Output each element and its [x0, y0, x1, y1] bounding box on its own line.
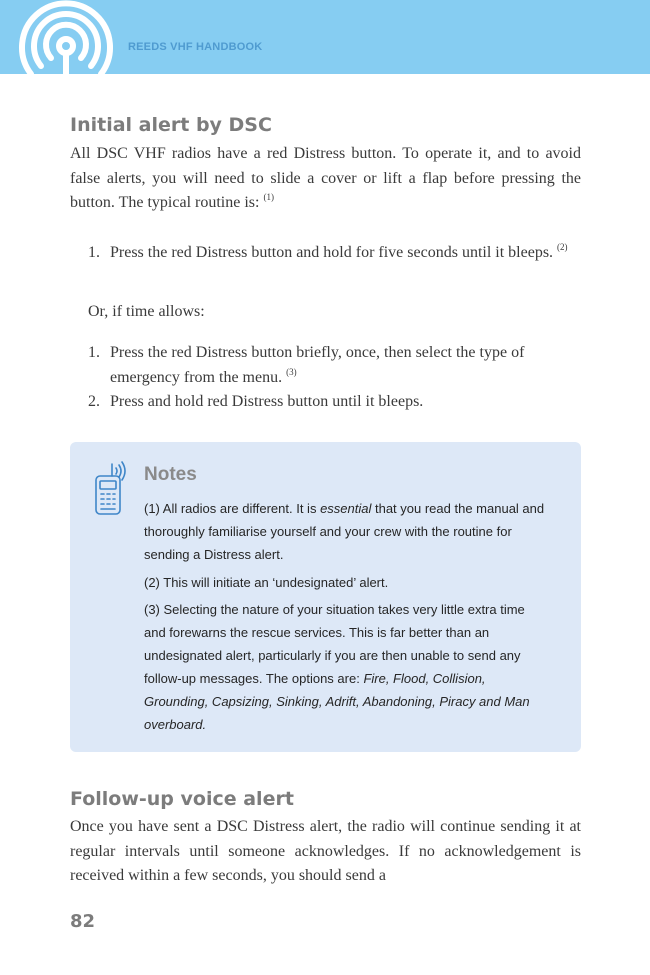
- page-number: 82: [70, 911, 96, 932]
- list-number: 2.: [88, 393, 100, 410]
- note-1: [144, 497, 548, 566]
- section-heading-follow-up: Follow-up voice alert: [70, 788, 294, 810]
- or-if-time-allows: Or, if time allows:: [88, 303, 205, 320]
- list-item: [88, 341, 568, 390]
- notes-title: Notes: [144, 464, 197, 485]
- steps-list-1: [88, 241, 568, 266]
- running-header-title: REEDS VHF HANDBOOK: [128, 41, 263, 53]
- note-3-text: (3) Selecting the nature of your situation takes very little extra time and forewarns the rescue services. This is far better than an undesignated alert, particularly if you are then unable to send any follow-up messages. The options are:: [144, 602, 525, 686]
- note-3-options: Fire, Flood, Collision, Grounding, Capsizing, Sinking, Adrift, Abandoning, Piracy and Man overboard.: [144, 671, 530, 732]
- page-header: [0, 0, 650, 74]
- list-number: 1.: [88, 344, 100, 361]
- footnote-ref: (2): [557, 242, 568, 252]
- note-1-suffix: that you read the manual and thoroughly familiarise yourself and your crew with the routine for sending a Distress alert.: [144, 501, 545, 562]
- list-item-text: Press the red Distress button and hold for five seconds until it bleeps.: [110, 244, 554, 261]
- list-item-text: Press the red Distress button briefly, once, then select the type of emergency from the menu.: [110, 344, 525, 386]
- list-number: 1.: [88, 244, 100, 261]
- footnote-ref: (3): [286, 366, 297, 377]
- note-3: [144, 598, 548, 736]
- follow-up-paragraph: Once you have sent a DSC Distress alert, the radio will continue sending it at regular intervals until someone acknowledges. If no acknowledgement is received within a few seconds, you should send a: [70, 818, 581, 884]
- footnote-ref: (1): [263, 192, 274, 202]
- list-item-text: Press and hold red Distress button until it bleeps.: [110, 393, 424, 410]
- note-1-emphasis: essential: [320, 501, 372, 516]
- steps-list-2: [88, 341, 568, 415]
- note-1-prefix: (1) All radios are different. It is: [144, 501, 321, 516]
- list-item: [88, 241, 568, 266]
- handheld-radio-icon: [93, 460, 133, 518]
- intro-text: All DSC VHF radios have a red Distress button. To operate it, and to avoid false alerts, you will need to slide a cover or lift a flap before pressing the button. The typical routine is:: [70, 145, 581, 211]
- radio-waves-icon: [14, 0, 118, 74]
- note-2: (2) This will initiate an ‘undesignated’ alert.: [144, 575, 389, 590]
- list-item: [88, 390, 568, 415]
- notes-box: [70, 442, 581, 752]
- section-heading-initial-alert: Initial alert by DSC: [70, 114, 272, 136]
- intro-paragraph: [70, 142, 581, 216]
